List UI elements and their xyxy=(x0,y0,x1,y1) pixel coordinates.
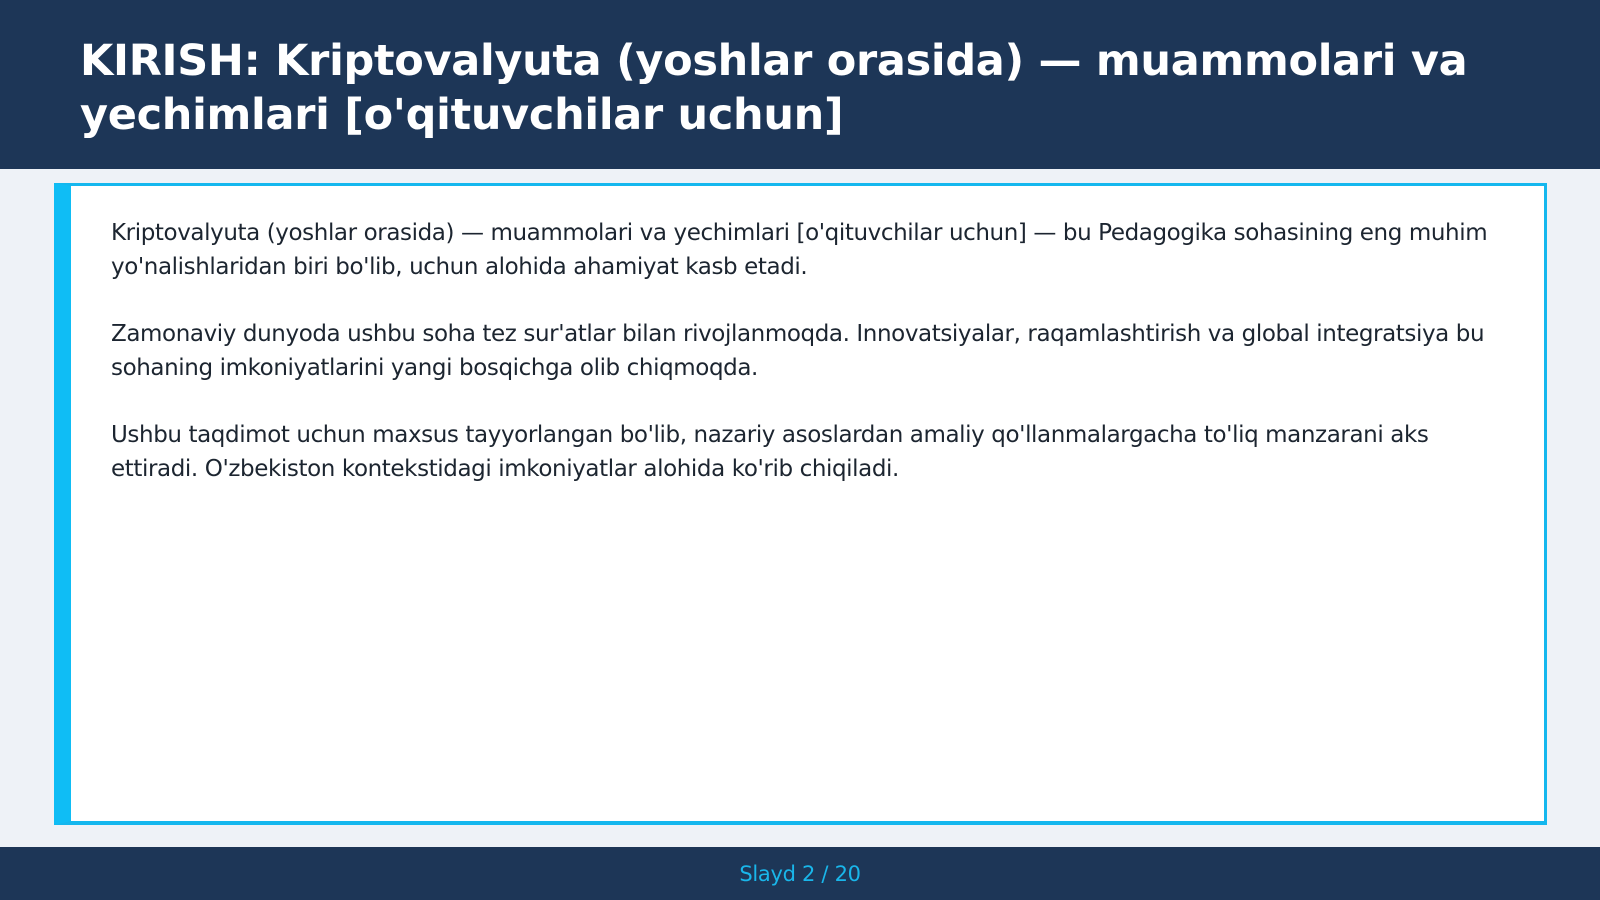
slide-footer xyxy=(0,847,1600,900)
slide-number: Slayd 2 / 20 xyxy=(739,861,861,886)
slide-header xyxy=(0,0,1600,169)
content-panel xyxy=(54,183,1547,825)
purpose-paragraph: Ushbu taqdimot uchun maxsus tayyorlangan bo'lib, nazariy asoslardan amaliy qo'llanmalargacha to'liq manzarani aks ettiradi. O'zbekiston kontekstidagi imkoniyatlar alohida ko'rib chiqiladi. xyxy=(111,422,1429,482)
intro-paragraph: Kriptovalyuta (yoshlar orasida) — muammolari va yechimlari [o'qituvchilar uchun] — bu Pedagogika sohasining eng muhim yo'nalishlaridan biri bo'lib, uchun alohida ahamiyat kasb etadi. xyxy=(111,220,1488,280)
slide-title: KIRISH: Kriptovalyuta (yoshlar orasida) — muammolari va yechimlari [o'qituvchilar uchun] xyxy=(80,36,1468,140)
context-paragraph: Zamonaviy dunyoda ushbu soha tez sur'atlar bilan rivojlanmoqda. Innovatsiyalar, raqamlashtirish va global integratsiya bu sohaning imkoniyatlarini yangi bosqichga olib chiqmoqda. xyxy=(111,321,1485,381)
